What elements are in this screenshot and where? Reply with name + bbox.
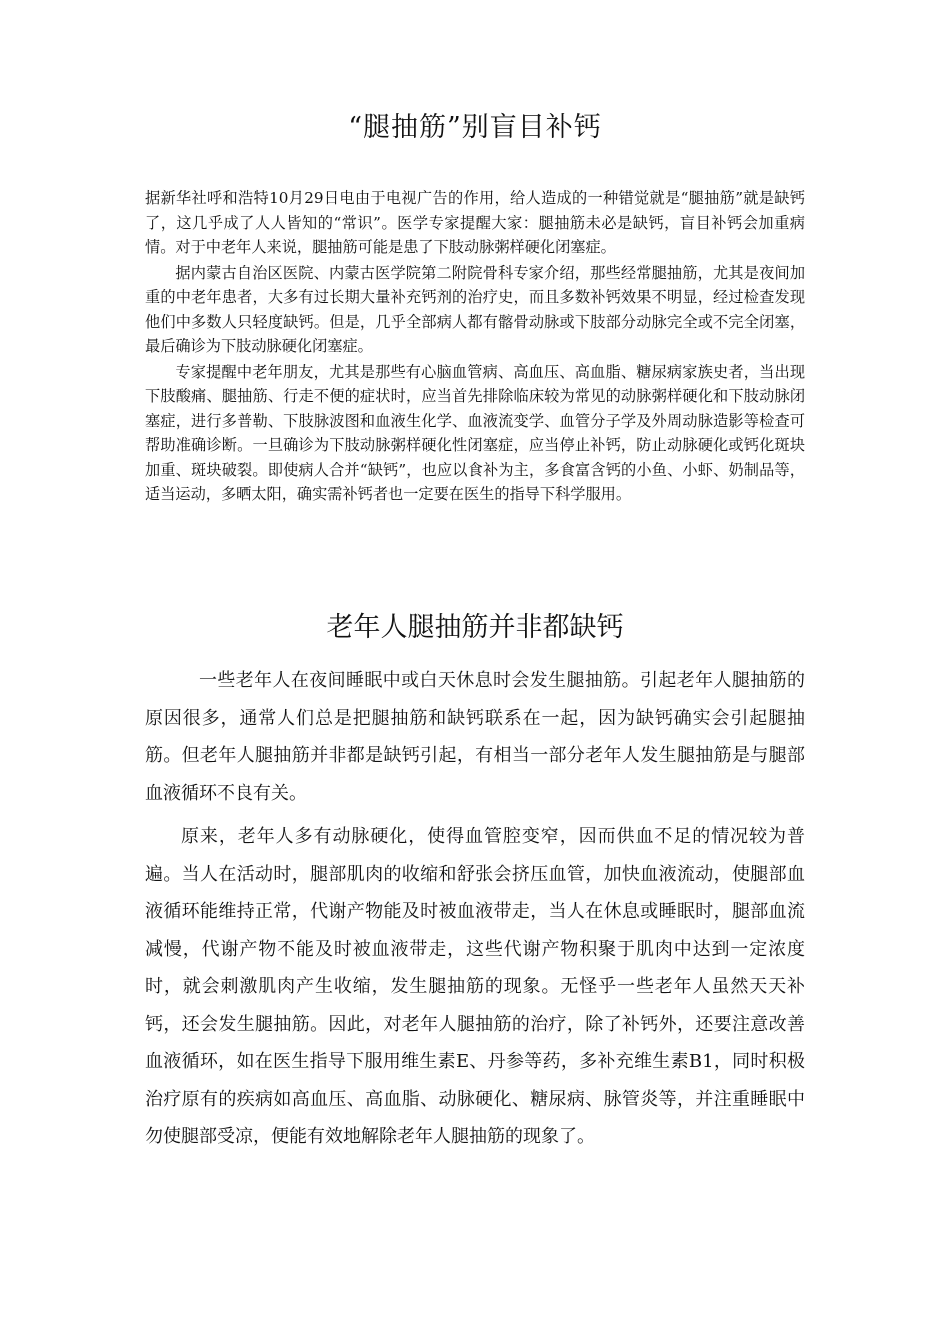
article-1-paragraph-1: 据新华社呼和浩特10月29日电由于电视广告的作用，给人造成的一种错觉就是“腿抽筋”就是缺钙了，这几乎成了人人皆知的“常识”。医学专家提醒大家：腿抽筋未必是缺钙，盲目补钙会加重病情。对于中老年人来说，腿抽筋可能是患了下肢动脉粥样硬化闭塞症。 bbox=[145, 189, 805, 256]
article-1-paragraph-2: 据内蒙古自治区医院、内蒙古医学院第二附院骨科专家介绍，那些经常腿抽筋，尤其是夜间加重的中老年患者，大多有过长期大量补充钙剂的治疗史，而且多数补钙效果不明显，经过检查发现他们中多数人只轻度缺钙。但是，几乎全部病人都有髂骨动脉或下肢部分动脉完全或不完全闭塞，最后确诊为下肢动脉硬化闭塞症。 bbox=[145, 263, 805, 355]
article-2-paragraph-2: 原来，老年人多有动脉硬化，使得血管腔变窄，因而供血不足的情况较为普遍。当人在活动时，腿部肌肉的收缩和舒张会挤压血管，加快血液流动，使腿部血液循环能维持正常，代谢产物能及时被血液带走，当人在休息或睡眠时，腿部血流减慢，代谢产物不能及时被血液带走，这些代谢产物积聚于肌肉中达到一定浓度时，就会刺激肌肉产生收缩，发生腿抽筋的现象。无怪乎一些老年人虽然天天补钙，还会发生腿抽筋。因此，对老年人腿抽筋的治疗，除了补钙外，还要注意改善血液循环，如在医生指导下服用维生素E、丹参等药，多补充维生素B1，同时积极治疗原有的疾病如高血压、高血脂、动脉硬化、糖尿病、脉管炎等，并注重睡眠中勿使腿部受凉，便能有效地解除老年人腿抽筋的现象了。 bbox=[145, 826, 805, 1147]
article-1-body bbox=[145, 186, 805, 508]
article-1-paragraph-3: 专家提醒中老年朋友，尤其是那些有心脑血管病、高血压、高血脂、糖尿病家族史者，当出现下肢酸痛、腿抽筋、行走不便的症状时，应当首先排除临床较为常见的动脉粥样硬化和下肢动脉闭塞症，进行多普勒、下肢脉波图和血液生化学、血液流变学、血管分子学及外周动脉造影等检查可帮助准确诊断。一旦确诊为下肢动脉粥样硬化性闭塞症，应当停止补钙，防止动脉硬化或钙化斑块加重、斑块破裂。即使病人合并“缺钙”，也应以食补为主，多食富含钙的小鱼、小虾、奶制品等，适当运动，多晒太阳，确实需补钙者也一定要在医生的指导下科学服用。 bbox=[145, 362, 805, 503]
article-2-body bbox=[145, 662, 805, 1156]
article-1-title: “腿抽筋”别盲目补钙 bbox=[348, 112, 602, 143]
article-2-title: 老年人腿抽筋并非都缺钙 bbox=[326, 612, 624, 643]
article-2-paragraph-1: 一些老年人在夜间睡眠中或白天休息时会发生腿抽筋。引起老年人腿抽筋的原因很多，通常人们总是把腿抽筋和缺钙联系在一起，因为缺钙确实会引起腿抽筋。但老年人腿抽筋并非都是缺钙引起，有相当一部分老年人发生腿抽筋是与腿部血液循环不良有关。 bbox=[145, 670, 805, 804]
